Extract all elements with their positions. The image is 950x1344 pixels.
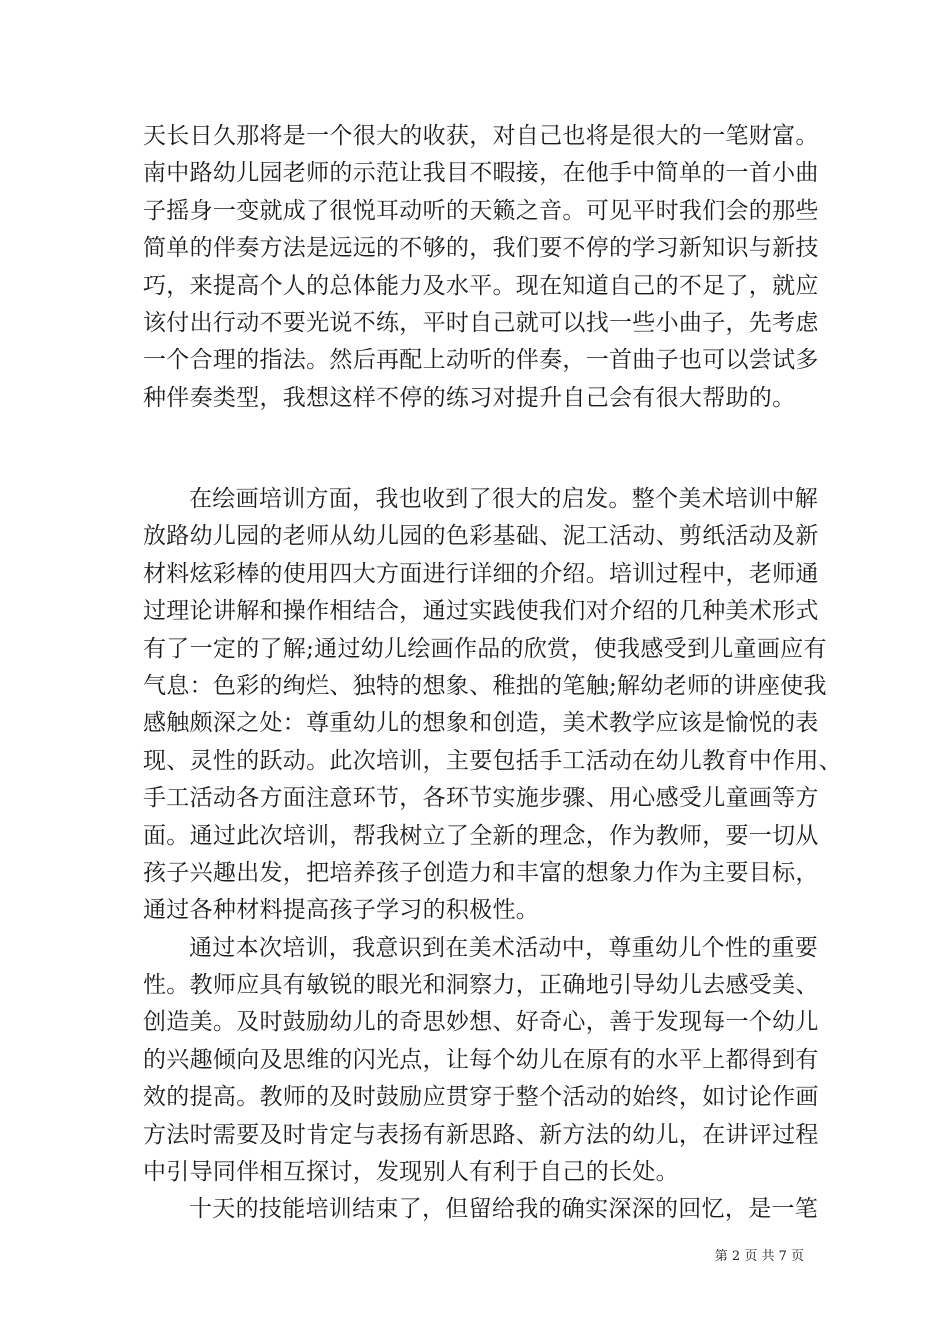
text-line: 种伴奏类型，我想这样不停的练习对提升自己会有很大帮助的。 bbox=[143, 384, 796, 411]
text-line: 有了一定的了解;通过幼儿绘画作品的欣赏，使我感受到儿童画应有 bbox=[143, 635, 827, 662]
text-line: 效的提高。教师的及时鼓励应贯穿于整个活动的始终，如讨论作画 bbox=[143, 1084, 819, 1111]
text-line: 十天的技能培训结束了，但留给我的确实深深的回忆，是一笔 bbox=[189, 1196, 819, 1223]
text-line: 该付出行动不要光说不练，平时自己就可以找一些小曲子，先考虑 bbox=[143, 309, 819, 336]
text-line: 天长日久那将是一个很大的收获，对自己也将是很大的一笔财富。 bbox=[143, 123, 819, 149]
text-line: 方法时需要及时肯定与表扬有新思路、新方法的幼儿，在讲评过程 bbox=[143, 1121, 819, 1148]
text-line: 面。通过此次培训，帮我树立了全新的理念，作为教师，要一切从 bbox=[143, 822, 819, 849]
text-line: 孩子兴趣出发，把培养孩子创造力和丰富的想象力作为主要目标， bbox=[143, 859, 819, 886]
text-line: 现、灵性的跃动。此次培训，主要包括手工活动在幼儿教育中作用、 bbox=[143, 747, 842, 774]
text-line: 巧，来提高个人的总体能力及水平。现在知道自己的不足了，就应 bbox=[143, 272, 819, 299]
page-number-footer: 第 2 页 共 7 页 bbox=[714, 1249, 804, 1264]
text-line: 性。教师应具有敏锐的眼光和洞察力，正确地引导幼儿去感受美、 bbox=[143, 972, 819, 999]
text-line: 材料炫彩棒的使用四大方面进行详细的介绍。培训过程中，老师通 bbox=[143, 560, 819, 587]
text-line: 过理论讲解和操作相结合，通过实践使我们对介绍的几种美术形式 bbox=[143, 598, 819, 625]
text-line: 的兴趣倾向及思维的闪光点，让每个幼儿在原有的水平上都得到有 bbox=[143, 1046, 819, 1073]
text-line: 手工活动各方面注意环节，各环节实施步骤、用心感受儿童画等方 bbox=[143, 785, 819, 812]
text-line: 中引导同伴相互探讨，发现别人有利于自己的长处。 bbox=[143, 1159, 679, 1186]
text-line: 一个合理的指法。然后再配上动听的伴奏，一首曲子也可以尝试多 bbox=[143, 347, 819, 374]
text-line: 气息：色彩的绚烂、独特的想象、稚拙的笔触;解幼老师的讲座使我 bbox=[143, 672, 827, 699]
paragraph-continuation bbox=[143, 118, 823, 417]
text-line: 创造美。及时鼓励幼儿的奇思妙想、好奇心，善于发现每一个幼儿 bbox=[143, 1009, 819, 1036]
text-line: 在绘画培训方面，我也收到了很大的启发。整个美术培训中解 bbox=[189, 486, 819, 512]
text-line: 南中路幼儿园老师的示范让我目不暇接，在他手中简单的一首小曲 bbox=[143, 160, 819, 187]
text-line: 感触颇深之处：尊重幼儿的想象和创造，美术教学应该是愉悦的表 bbox=[143, 710, 819, 737]
text-line: 放路幼儿园的老师从幼儿园的色彩基础、泥工活动、剪纸活动及新 bbox=[143, 523, 819, 550]
paragraph-painting-training bbox=[143, 481, 842, 1229]
text-line: 通过本次培训，我意识到在美术活动中，尊重幼儿个性的重要 bbox=[189, 934, 819, 961]
text-line: 通过各种材料提高孩子学习的积极性。 bbox=[143, 897, 540, 924]
text-line: 子摇身一变就成了很悦耳动听的天籁之音。可见平时我们会的那些 bbox=[143, 197, 819, 224]
text-line: 简单的伴奏方法是远远的不够的，我们要不停的学习新知识与新技 bbox=[143, 235, 819, 262]
